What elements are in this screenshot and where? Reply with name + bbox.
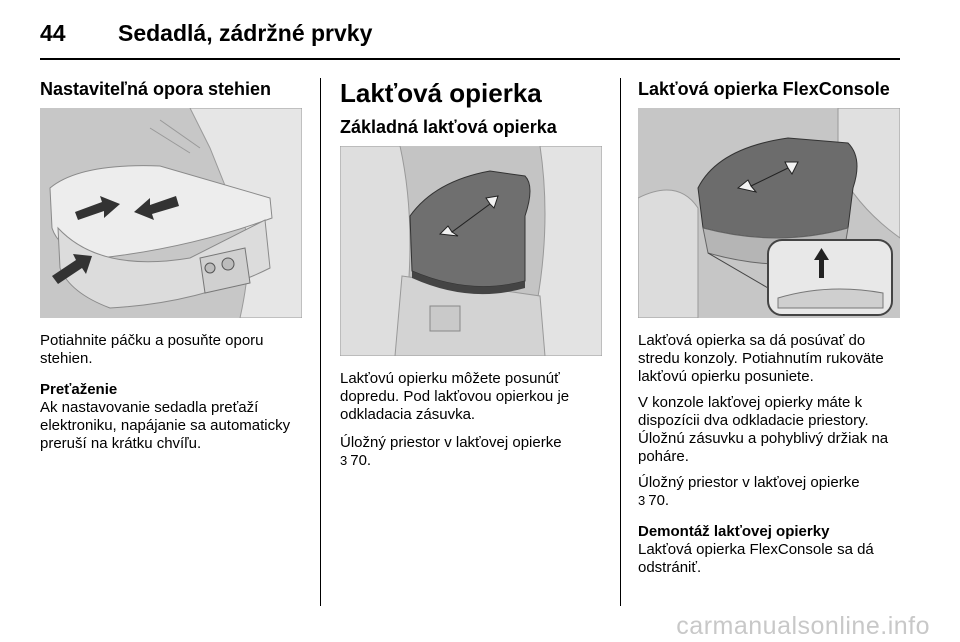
page-number: 44 [40,20,66,46]
paragraph: Lakťová opierka FlexConsole sa dá odstrániť. [638,541,874,576]
paragraph: Lakťová opierka sa dá posúvať do stredu konzoly. Potiahnutím rukoväte lakťovú opierku posuniete. [638,332,884,385]
column-thigh-support [40,78,308,100]
column1-body [40,332,310,453]
paragraph: Lakťovú opierku môžete posunúť dopredu. Pod lakťovou opierkou je odkladacia zásuvka. [340,370,570,423]
column3-body [638,332,900,577]
page-reference-icon: 3 [340,453,348,468]
thigh-support-illustration [40,108,302,318]
paragraph: Ak nastavovanie sedadla preťaží elektroniku, napájanie sa automaticky preruší na krátku chvíľu. [40,399,291,452]
cross-reference[interactable] [340,452,610,470]
basic-armrest-illustration [340,146,602,356]
subsection-heading: Základná lakťová opierka [340,117,557,137]
cross-reference-page: 70. [648,492,670,509]
page-header [40,14,900,52]
column-divider [320,78,321,606]
header-rule [40,58,900,60]
section-heading: Lakťová opierka [340,78,542,108]
column-armrest [340,78,610,138]
paragraph: V konzole lakťovej opierky máte k dispozícii dva odkladacie priestory. Úložnú zásuvku a pohyblivý držiak na poháre. [638,394,889,465]
column-flexconsole [638,78,900,100]
flexconsole-armrest-illustration [638,108,900,318]
section-heading: Lakťová opierka FlexConsole [638,79,890,99]
paragraph: Potiahnite páčku a posuňte oporu stehien. [40,332,264,367]
subheading-removal: Demontáž lakťovej opierky [638,523,830,540]
cross-reference-page: 70. [350,452,372,469]
page-title: Sedadlá, zádržné prvky [118,20,373,46]
column-divider [620,78,621,606]
paragraph: Úložný priestor v lakťovej opierke [638,474,860,491]
paragraph: Úložný priestor v lakťovej opierke [340,434,562,451]
page-reference-icon: 3 [638,493,646,508]
subheading-overload: Preťaženie [40,381,118,398]
section-heading: Nastaviteľná opora stehien [40,79,272,99]
cross-reference[interactable] [638,492,900,510]
watermark: carmanualsonline.info [676,612,930,640]
column2-body [340,370,610,470]
